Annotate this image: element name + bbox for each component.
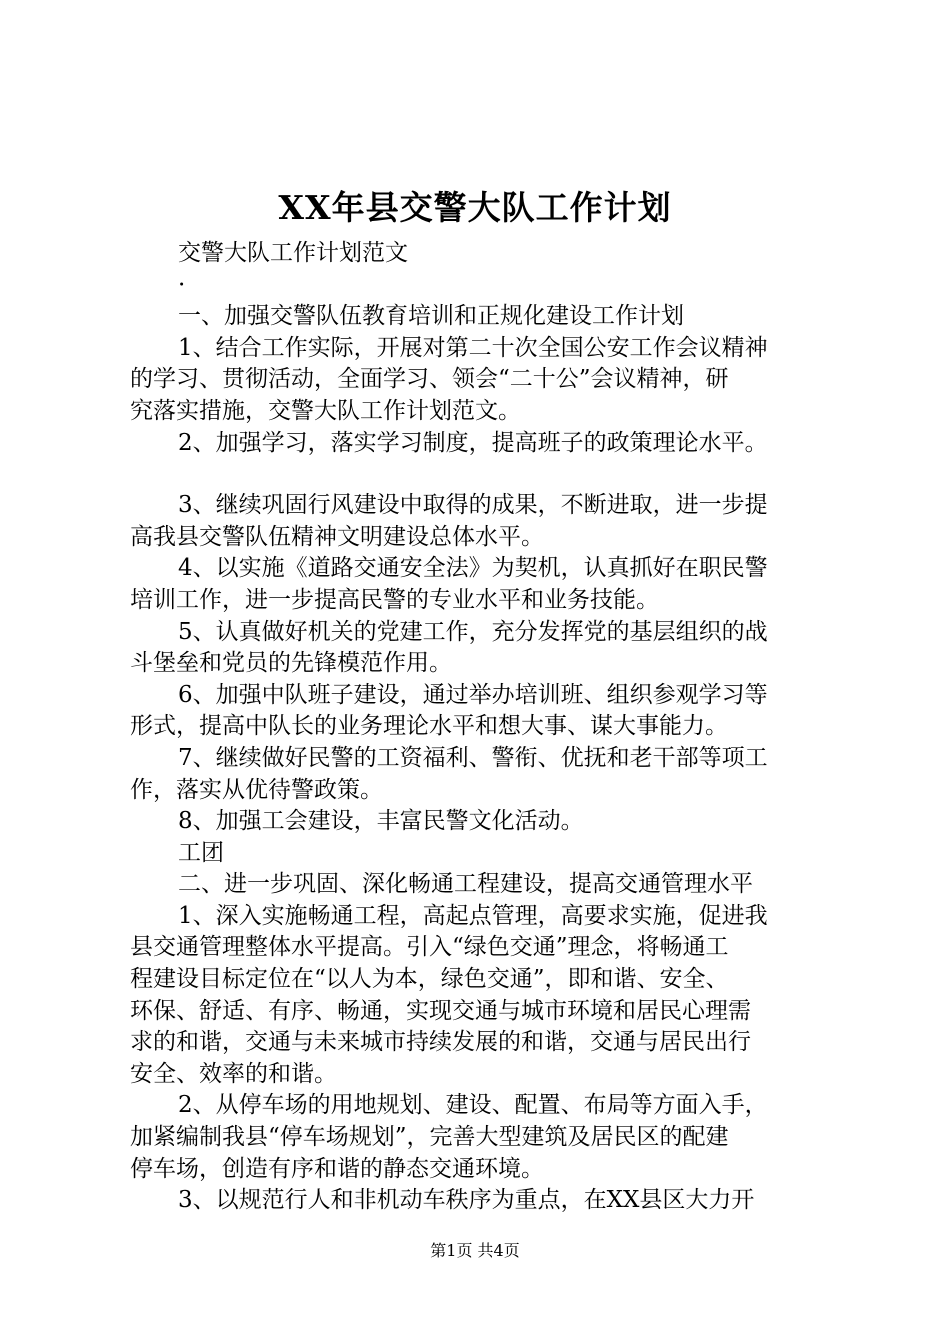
paragraph-line: 1、结合工作实际，开展对第二十次全国公安工作会议精神 <box>178 334 768 361</box>
paragraph-line: 4、以实施《道路交通安全法》为契机，认真抓好在职民警 <box>178 555 768 582</box>
section-heading: 一、加强交警队伍教育培训和正规化建设工作计划 <box>178 303 684 330</box>
subtitle-line: 交警大队工作计划范文 <box>178 240 408 266</box>
section-heading: 二、进一步巩固、深化畅通工程建设，提高交通管理水平 <box>178 871 753 898</box>
document-body <box>130 238 830 1217</box>
paragraph-line: 2、从停车场的用地规划、建设、配置、布局等方面入手， <box>178 1092 768 1119</box>
paragraph-line: 形式，提高中队长的业务理论水平和想大事、谋大事能力。 <box>130 713 728 740</box>
paragraph-line: 7、继续做好民警的工资福利、警衔、优抚和老干部等项工 <box>178 744 768 771</box>
paragraph-line: 1、深入实施畅通工程，高起点管理，高要求实施，促进我 <box>178 902 768 929</box>
paragraph-line: 安全、效率的和谐。 <box>130 1060 337 1087</box>
paragraph-line: 究落实措施，交警大队工作计划范文。 <box>130 397 521 424</box>
paragraph-line: 作，落实从优待警政策。 <box>130 776 383 803</box>
blank-line <box>130 459 830 490</box>
page-footer: 第1页 共4页 <box>430 1241 520 1260</box>
document-title: XX年县交警大队工作计划 <box>278 188 672 227</box>
paragraph-line: 2、加强学习，落实学习制度，提高班子的政策理论水平。 <box>178 429 768 456</box>
paragraph-line: 高我县交警队伍精神文明建设总体水平。 <box>130 523 544 550</box>
paragraph-line: 5、认真做好机关的党建工作，充分发挥党的基层组织的战 <box>178 618 768 645</box>
paragraph-line: 6、加强中队班子建设，通过举办培训班、组织参观学习等 <box>178 681 768 708</box>
bullet-line: · <box>178 271 186 298</box>
paragraph-line: 求的和谐，交通与未来城市持续发展的和谐，交通与居民出行 <box>130 1029 751 1056</box>
paragraph-line: 3、继续巩固行风建设中取得的成果，不断进取，进一步提 <box>178 492 768 519</box>
paragraph-line: 斗堡垒和党员的先锋模范作用。 <box>130 650 452 677</box>
paragraph-line: 环保、舒适、有序、畅通，实现交通与城市环境和居民心理需 <box>130 997 751 1024</box>
paragraph-line: 程建设目标定位在“以人为本，绿色交通”，即和谐、安全、 <box>130 966 729 993</box>
paragraph-line: 3、以规范行人和非机动车秩序为重点，在XX县区大力开 <box>178 1187 755 1214</box>
paragraph-line: 的学习、贯彻活动，全面学习、领会“二十公”会议精神，研 <box>130 366 729 393</box>
paragraph-line: 加紧编制我县“停车场规划”，完善大型建筑及居民区的配建 <box>130 1124 729 1151</box>
paragraph-line: 工团 <box>178 839 224 866</box>
paragraph-line: 县交通管理整体水平提高。引入“绿色交通”理念，将畅通工 <box>130 934 729 961</box>
paragraph-line: 培训工作，进一步提高民警的专业水平和业务技能。 <box>130 586 659 613</box>
paragraph-line: 停车场，创造有序和谐的静态交通环境。 <box>130 1155 544 1182</box>
paragraph-line: 8、加强工会建设，丰富民警文化活动。 <box>178 808 584 835</box>
